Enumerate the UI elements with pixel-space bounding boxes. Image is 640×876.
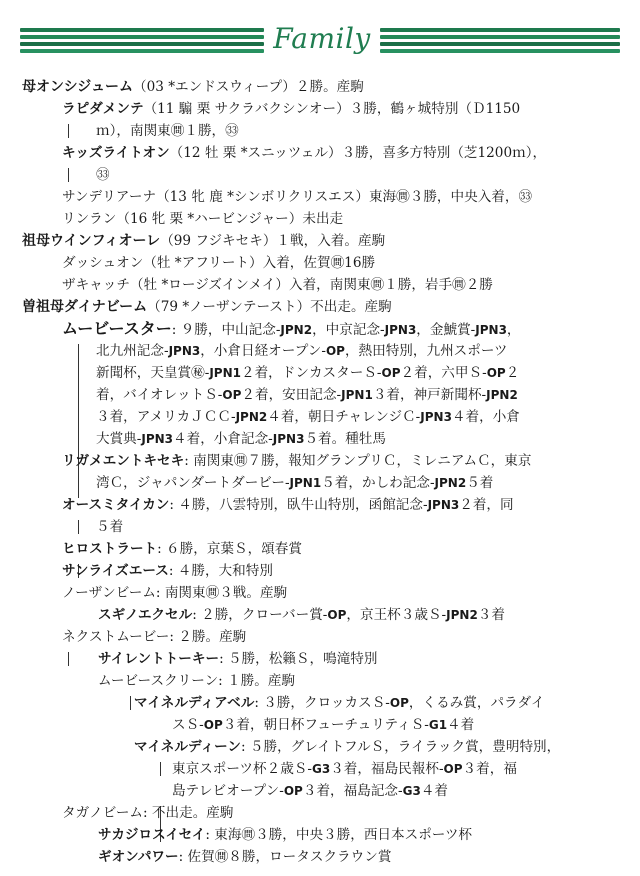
dam-name: オンシジューム bbox=[36, 79, 134, 95]
produce-entry bbox=[0, 186, 640, 208]
produce-text: ネクストムービー: ２勝。産駒 bbox=[62, 629, 247, 645]
race-text: : ５勝，松籟Ｓ，鳴滝特別 bbox=[219, 651, 378, 667]
descendant-entry bbox=[0, 692, 640, 714]
produce-entry bbox=[0, 318, 640, 340]
produce-entry bbox=[0, 450, 640, 472]
grade-label: OP bbox=[327, 608, 347, 622]
grade-label: JPN2 bbox=[235, 410, 268, 424]
grade-label: OP bbox=[381, 366, 401, 380]
race-text: ，中京記念- bbox=[312, 322, 385, 338]
grade-label: OP bbox=[486, 366, 506, 380]
grade-label: OP bbox=[325, 344, 345, 358]
produce-name: リガメエントキセキ bbox=[62, 453, 185, 469]
race-text: ３着，福島民報杯- bbox=[330, 761, 444, 777]
grade-label: OP bbox=[283, 784, 303, 798]
continuation-text: ｍ），南関東㉄１勝，㉝ bbox=[96, 123, 239, 139]
grade-label: OP bbox=[222, 388, 242, 402]
race-text: ４着 bbox=[420, 783, 448, 799]
granddam-details: （99 フジキセキ）１戦，入着。産駒 bbox=[160, 233, 386, 249]
right-stripe-decoration bbox=[380, 28, 620, 56]
grade-label: JPN3 bbox=[427, 498, 460, 512]
race-text: ５着。種牡馬 bbox=[304, 431, 386, 447]
race-text: : ４勝，八雲特別，臥牛山特別，函館記念- bbox=[169, 497, 428, 513]
grade-label: JPN3 bbox=[384, 323, 417, 337]
race-text: : ３勝，クロッカスＳ- bbox=[254, 695, 390, 711]
grade-label: JPN3 bbox=[272, 432, 305, 446]
race-text: 大賞典- bbox=[96, 431, 142, 447]
produce-entry bbox=[0, 494, 640, 516]
continuation-line bbox=[0, 714, 640, 736]
granddam-entry bbox=[0, 230, 640, 252]
race-text: ２着，同 bbox=[459, 497, 514, 513]
dam-label: 母 bbox=[22, 79, 36, 95]
produce-details: （12 牡 栗 *スニッツェル）３勝，喜多方特別（芝1200ｍ）， bbox=[169, 145, 547, 161]
race-text: ４着，小倉記念- bbox=[173, 431, 273, 447]
produce-entry bbox=[0, 98, 640, 120]
race-text: 北九州記念- bbox=[96, 343, 169, 359]
continuation-line bbox=[0, 120, 640, 142]
grade-label: JPN2 bbox=[434, 476, 467, 490]
produce-text: サンデリアーナ（13 牝 鹿 *シンボリクリスエス）東海㉄３勝，中央入着，㉝ bbox=[62, 189, 533, 205]
continuation-line bbox=[0, 516, 640, 538]
dam-entry bbox=[0, 76, 640, 98]
continuation-text: ５着 bbox=[96, 519, 124, 535]
race-text: : 南関東㉄７勝，報知グランプリＣ，ミレニアムＣ，東京 bbox=[184, 453, 532, 469]
great-granddam-entry bbox=[0, 296, 640, 318]
race-text: : ９勝，中山記念- bbox=[171, 322, 281, 338]
great-granddam-name: ダイナビーム bbox=[64, 299, 148, 315]
grade-label: JPN2 bbox=[446, 608, 478, 622]
race-text: ， bbox=[506, 322, 521, 338]
produce-details: （11 騸 栗 サクラバクシンオー）３勝，鶴ヶ城特別（Ｄ1150 bbox=[143, 101, 521, 117]
grade-label: JPN3 bbox=[141, 432, 174, 446]
grade-label: JPN3 bbox=[420, 410, 452, 424]
continuation-line bbox=[0, 406, 640, 428]
produce-entry bbox=[0, 582, 640, 604]
produce-entry bbox=[0, 274, 640, 296]
descendant-entry bbox=[0, 648, 640, 670]
grade-label: OP bbox=[389, 696, 409, 710]
section-title: Family bbox=[273, 22, 371, 55]
continuation-line bbox=[0, 472, 640, 494]
produce-name: ムービースター bbox=[62, 319, 172, 338]
produce-text: タガノビーム: 不出走。産駒 bbox=[62, 805, 234, 821]
continuation-line bbox=[0, 340, 640, 362]
grade-label: JPN1 bbox=[209, 366, 241, 380]
race-text: ４着，小倉 bbox=[451, 409, 520, 425]
continuation-line bbox=[0, 758, 640, 780]
race-text: : 東海㉄３勝，中央３勝，西日本スポーツ杯 bbox=[205, 827, 473, 843]
race-text: ２ bbox=[505, 365, 520, 381]
continuation-line bbox=[0, 428, 640, 450]
race-text: ，小倉日経オープン- bbox=[200, 343, 326, 359]
grade-label: JPN1 bbox=[289, 476, 322, 490]
grade-label: JPN2 bbox=[486, 388, 518, 402]
produce-entry bbox=[0, 626, 640, 648]
continuation-line bbox=[0, 164, 640, 186]
race-text: 湾Ｃ，ジャパンダートダービー- bbox=[96, 475, 290, 491]
produce-entry bbox=[0, 208, 640, 230]
race-text: ４着 bbox=[447, 717, 475, 733]
grade-label: JPN3 bbox=[475, 323, 507, 337]
race-text: : ２勝，クローバー賞- bbox=[192, 607, 328, 623]
continuation-text: ㉝ bbox=[96, 167, 110, 183]
grade-label: OP bbox=[443, 762, 463, 776]
grade-label: G1 bbox=[428, 718, 448, 732]
grade-label: JPN2 bbox=[280, 323, 313, 337]
granddam-label: 祖母 bbox=[22, 233, 50, 249]
grade-label: OP bbox=[203, 718, 223, 732]
race-text: ２着，安田記念- bbox=[241, 387, 342, 403]
race-text: スＳ- bbox=[172, 717, 204, 733]
produce-entry bbox=[0, 252, 640, 274]
race-text: ３着，アメリカＪＣＣ- bbox=[96, 409, 236, 425]
produce-text: ムービースクリーン: １勝。産駒 bbox=[98, 673, 296, 689]
race-text: ，京王杯３歳Ｓ- bbox=[346, 607, 447, 623]
descendant-entry bbox=[0, 736, 640, 758]
race-text: ３着，福 bbox=[462, 761, 517, 777]
produce-name: マイネルディーン bbox=[134, 739, 241, 755]
produce-entry bbox=[0, 538, 640, 560]
produce-name: キッズライトオン bbox=[62, 145, 170, 161]
produce-name: ギオンパワー bbox=[98, 849, 179, 865]
race-text: : ５勝，グレイトフルＳ，ライラック賞，豊明特別， bbox=[240, 739, 561, 755]
continuation-line bbox=[0, 362, 640, 384]
produce-text: ダッシュオン（牡 *アフリート）入着，佐賀㉄16勝 bbox=[62, 255, 376, 271]
produce-name: サイレントトーキー bbox=[98, 651, 220, 667]
produce-text: ノーザンビーム: 南関東㉄３戦。産駒 bbox=[62, 585, 288, 601]
produce-name: サンライズエース bbox=[62, 563, 169, 579]
grade-label: JPN3 bbox=[168, 344, 201, 358]
continuation-line bbox=[0, 780, 640, 802]
dam-details: （03 *エンドスウィープ）２勝。産駒 bbox=[133, 79, 364, 95]
race-text: : ４勝，大和特別 bbox=[168, 563, 273, 579]
race-text: ２着，ドンカスターＳ- bbox=[241, 365, 382, 381]
race-text: ４着，朝日チャレンジＣ- bbox=[267, 409, 421, 425]
granddam-name: ウインフィオーレ bbox=[50, 233, 161, 249]
grade-label: G3 bbox=[402, 784, 421, 798]
produce-text: ザキャッチ（牡 *ロージズインメイ）入着，南関東㉄１勝，岩手㉄２勝 bbox=[62, 277, 493, 293]
race-text: ３着，福島記念- bbox=[302, 783, 403, 799]
race-text: 島テレビオープン- bbox=[172, 783, 284, 799]
produce-name: スギノエクセル bbox=[98, 607, 193, 623]
race-text: ３着，神戸新聞杯- bbox=[372, 387, 487, 403]
great-granddam-label: 曽祖母 bbox=[22, 299, 64, 315]
produce-name: ヒロストラート bbox=[62, 541, 158, 557]
descendant-entry bbox=[0, 604, 640, 626]
descendant-entry bbox=[0, 824, 640, 846]
pedigree-section bbox=[0, 76, 640, 868]
produce-entry bbox=[0, 142, 640, 164]
grade-label: JPN1 bbox=[341, 388, 373, 402]
race-text: ，くるみ賞，パラダイ bbox=[408, 695, 545, 711]
race-text: 東京スポーツ杯２歳Ｓ- bbox=[172, 761, 312, 777]
produce-name: マイネルディアベル bbox=[134, 695, 255, 711]
descendant-entry bbox=[0, 846, 640, 868]
continuation-line bbox=[0, 384, 640, 406]
race-text: ２着，六甲Ｓ- bbox=[400, 365, 487, 381]
left-stripe-decoration bbox=[20, 28, 264, 56]
produce-entry bbox=[0, 802, 640, 824]
race-text: 着，バイオレットＳ- bbox=[96, 387, 223, 403]
produce-name: ラピダメンテ bbox=[62, 101, 144, 117]
race-text: : ６勝，京葉Ｓ，頌春賞 bbox=[157, 541, 302, 557]
race-text: ３着 bbox=[477, 607, 505, 623]
descendant-entry bbox=[0, 670, 640, 692]
produce-name: オースミタイカン bbox=[62, 497, 170, 513]
race-text: ，金鯱賞- bbox=[416, 322, 476, 338]
race-text: ５着 bbox=[466, 475, 494, 491]
race-text: : 佐賀㉄８勝，ロータスクラウン賞 bbox=[178, 849, 392, 865]
great-granddam-details: （79 *ノーザンテースト）不出走。産駒 bbox=[147, 299, 392, 315]
race-text: ３着，朝日杯フューチュリティＳ- bbox=[222, 717, 429, 733]
produce-entry bbox=[0, 560, 640, 582]
produce-text: リンラン（16 牝 栗 *ハービンジャー）未出走 bbox=[62, 211, 344, 227]
grade-label: G3 bbox=[312, 762, 331, 776]
race-text: 新聞杯，天皇賞㊙- bbox=[96, 365, 210, 381]
family-header bbox=[0, 22, 640, 70]
produce-name: サカジロスイセイ bbox=[98, 827, 206, 843]
race-text: ，熱田特別，九州スポーツ bbox=[344, 343, 508, 359]
race-text: ５着，かしわ記念- bbox=[321, 475, 435, 491]
